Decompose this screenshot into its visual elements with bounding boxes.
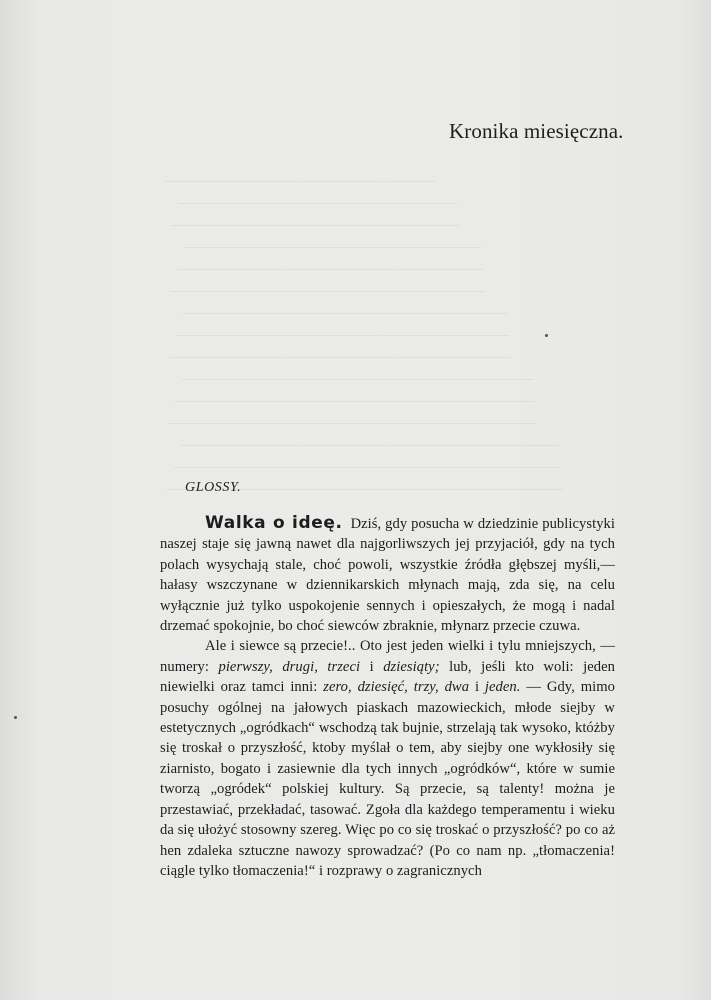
paragraph-2-text-a: Ale i siewce są przecie!.. Oto jest jeden wielki i tylu mniejszych, — numery:: [160, 638, 615, 675]
running-head: Kronika miesięczna.: [449, 119, 624, 143]
article-body: [160, 513, 615, 881]
numbers-list-2-end: jeden.: [484, 679, 521, 696]
paragraph-2-text-c: — Gdy, mimo posuchy ogólnej na jałowych piaskach mazowieckich, młode siejby w estetycznych „ogródkach“ wschodzą tak bujnie, strzelają tak wysoko, któżby się troskał o przyszłość, ktoby myślał o tem, aby siejby one wykłosiły się ziarnisto, bogato i zasiewnie dla tych innych „ogródków“, które w sumie tworzą „ogródek“ polskiej kultury. Są przecie, są talenty! można je przestawiać, przekładać, tasować. Zgoła dla każdego temperamentu i wieku da się ułożyć stosowny szereg. Więc po co się troskać o przyszłość? po co aż hen zdaleka sztuczne nawozy sprowadzać? (Po co nam np. „tłomaczenia! ciągle tylko tłomaczenia!“ i rozprawy o zagranicznych: [160, 679, 616, 879]
numbers-list-1: pierwszy, drugi, trzeci: [218, 658, 361, 675]
paragraph-2-text-b: lub, jeśli kto woli: jeden niewielki oraz tamci inni:: [160, 658, 615, 696]
conjunction-2: i: [474, 679, 480, 696]
paragraph-1: [160, 513, 615, 636]
ink-speck: [14, 716, 17, 719]
section-label: GLOSSY.: [185, 480, 242, 495]
ink-speck: [545, 334, 548, 337]
numbers-list-1-end: dziesiąty;: [383, 658, 440, 675]
bleed-through-text: [165, 160, 615, 490]
numbers-list-2: zero, dziesięć, trzy, dwa: [323, 679, 470, 696]
paragraph-1-text: Dziś, gdy posucha w dziedzinie publicystyki naszej staje się jawną nawet dla najgorliwszych jej przyjaciół, gdy na tych polach wysychają stale, choć powoli, wszystkie źródła głębszej myśli,—hałasy wszczynane w dziennikarskich młynach mają, zda się, na celu wyłącznie już tylko uspokojenie sennych i opieszałych, że mogą i nadal drzemać spokojnie, bo choć siewców zbraknie, młynarz przecie czuwa.: [160, 516, 615, 635]
paragraph-2: [160, 636, 615, 881]
conjunction-1: i: [369, 658, 374, 675]
article-title: Walka o ideę.: [205, 513, 343, 533]
